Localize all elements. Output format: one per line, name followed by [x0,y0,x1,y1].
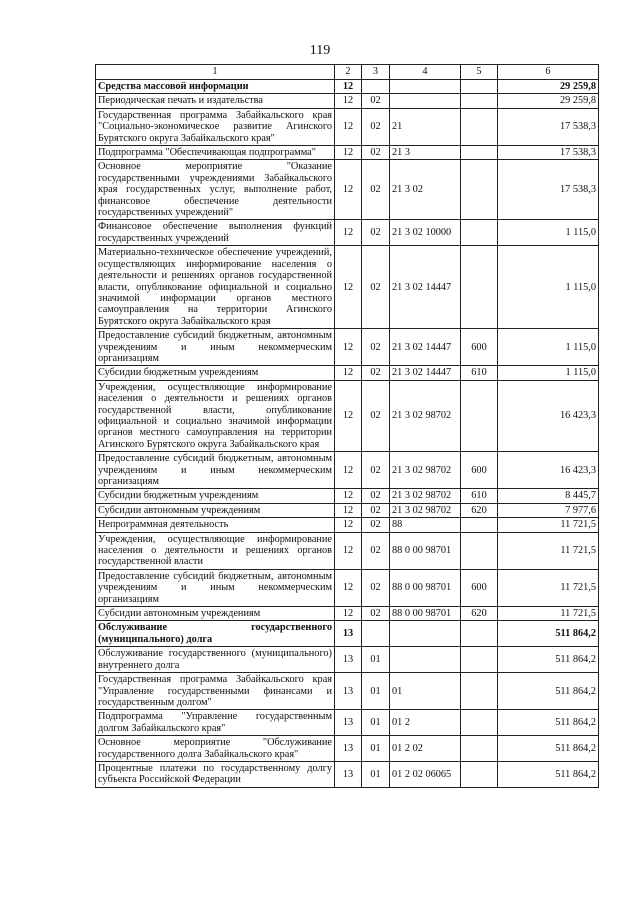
target-article-cell: 21 3 02 98702 [390,452,461,489]
subsection-code-cell [362,621,390,647]
amount-cell: 11 721,5 [498,518,599,532]
target-article-cell: 88 0 00 98701 [390,569,461,606]
amount-cell: 16 423,3 [498,452,599,489]
expense-type-cell [461,108,498,145]
row-name-cell: Основное мероприятие "Оказание государственными учреждениями Забайкальского края государственных услуг, выполнение работ, финансовое обеспечение деятельности государственных учреждений" [96,160,335,220]
amount-cell: 1 115,0 [498,329,599,366]
section-code-cell: 12 [335,569,362,606]
table-row [96,621,599,647]
table-row [96,503,599,517]
table-row [96,146,599,160]
table-row [96,160,599,220]
table-row [96,607,599,621]
amount-cell: 8 445,7 [498,489,599,503]
expense-type-cell: 600 [461,452,498,489]
amount-cell: 7 977,6 [498,503,599,517]
row-name-cell: Непрограммная деятельность [96,518,335,532]
section-code-cell: 12 [335,489,362,503]
table-row [96,366,599,380]
row-name-cell: Учреждения, осуществляющие информирование населения о деятельности и решениях органов государственной власти [96,532,335,569]
subsection-code-cell [362,80,390,94]
target-article-cell: 88 [390,518,461,532]
amount-cell: 17 538,3 [498,146,599,160]
amount-cell: 16 423,3 [498,380,599,451]
subsection-code-cell: 02 [362,329,390,366]
target-article-cell: 21 3 02 14447 [390,329,461,366]
section-code-cell: 12 [335,503,362,517]
row-name-cell: Предоставление субсидий бюджетным, автономным учреждениям и иным некоммерческим организациям [96,452,335,489]
expense-type-cell: 620 [461,607,498,621]
amount-cell: 1 115,0 [498,220,599,246]
target-article-cell: 01 2 02 [390,736,461,762]
target-article-cell: 21 3 02 10000 [390,220,461,246]
expense-type-cell [461,160,498,220]
section-code-cell: 12 [335,329,362,366]
amount-cell: 29 259,8 [498,94,599,108]
table-row [96,246,599,329]
subsection-code-cell: 02 [362,160,390,220]
row-name-cell: Государственная программа Забайкальского края "Социально-экономическое развитие Агинского Бурятского округа Забайкальского края" [96,108,335,145]
target-article-cell: 21 [390,108,461,145]
expense-type-cell [461,246,498,329]
amount-cell: 511 864,2 [498,621,599,647]
target-article-cell: 21 3 02 98702 [390,489,461,503]
amount-cell: 11 721,5 [498,607,599,621]
table-row [96,380,599,451]
target-article-cell: 21 3 02 14447 [390,246,461,329]
table-row [96,80,599,94]
column-header: 5 [461,65,498,80]
row-name-cell: Субсидии автономным учреждениям [96,503,335,517]
target-article-cell: 88 0 00 98701 [390,532,461,569]
column-header: 2 [335,65,362,80]
row-name-cell: Подпрограмма "Управление государственным долгом Забайкальского края" [96,710,335,736]
section-code-cell: 13 [335,647,362,673]
amount-cell: 1 115,0 [498,246,599,329]
subsection-code-cell: 01 [362,761,390,787]
amount-cell: 17 538,3 [498,108,599,145]
table-row [96,532,599,569]
expense-type-cell [461,94,498,108]
row-name-cell: Обслуживание государственного (муниципального) долга [96,621,335,647]
page-number: 119 [309,43,331,58]
subsection-code-cell: 02 [362,569,390,606]
subsection-code-cell: 02 [362,108,390,145]
expense-type-cell: 620 [461,503,498,517]
section-code-cell: 13 [335,736,362,762]
section-code-cell: 12 [335,380,362,451]
subsection-code-cell: 01 [362,647,390,673]
amount-cell: 1 115,0 [498,366,599,380]
expense-type-cell [461,380,498,451]
section-code-cell: 13 [335,710,362,736]
amount-cell: 511 864,2 [498,761,599,787]
row-name-cell: Предоставление субсидий бюджетным, автономным учреждениям и иным некоммерческим организациям [96,329,335,366]
expense-type-cell [461,647,498,673]
subsection-code-cell: 02 [362,246,390,329]
column-header: 6 [498,65,599,80]
table-row [96,518,599,532]
table-header-row [96,65,599,80]
amount-cell: 511 864,2 [498,736,599,762]
amount-cell: 511 864,2 [498,673,599,710]
table-row [96,329,599,366]
section-code-cell: 12 [335,160,362,220]
column-header: 4 [390,65,461,80]
table-row [96,761,599,787]
target-article-cell: 88 0 00 98701 [390,607,461,621]
table-row [96,489,599,503]
section-code-cell: 12 [335,518,362,532]
row-name-cell: Периодическая печать и издательства [96,94,335,108]
target-article-cell: 21 3 02 [390,160,461,220]
row-name-cell: Финансовое обеспечение выполнения функций государственных учреждений [96,220,335,246]
table-row [96,94,599,108]
amount-cell: 11 721,5 [498,569,599,606]
row-name-cell: Обслуживание государственного (муниципального) внутреннего долга [96,647,335,673]
expense-type-cell: 610 [461,489,498,503]
target-article-cell: 01 [390,673,461,710]
amount-cell: 511 864,2 [498,647,599,673]
expense-type-cell: 600 [461,569,498,606]
expense-type-cell: 610 [461,366,498,380]
subsection-code-cell: 02 [362,146,390,160]
row-name-cell: Процентные платежи по государственному долгу субъекта Российской Федерации [96,761,335,787]
section-code-cell: 12 [335,532,362,569]
subsection-code-cell: 02 [362,94,390,108]
row-name-cell: Субсидии бюджетным учреждениям [96,489,335,503]
target-article-cell: 01 2 [390,710,461,736]
section-code-cell: 12 [335,246,362,329]
row-name-cell: Средства массовой информации [96,80,335,94]
target-article-cell [390,80,461,94]
section-code-cell: 13 [335,761,362,787]
section-code-cell: 13 [335,673,362,710]
table-row [96,220,599,246]
target-article-cell: 21 3 [390,146,461,160]
row-name-cell: Учреждения, осуществляющие информирование населения о деятельности и решениях органов государственной власти, опубликование официальной и социально значимой информации органов местного самоуправления на территории Агинского Бурятского округа Забайкальского края [96,380,335,451]
amount-cell: 17 538,3 [498,160,599,220]
subsection-code-cell: 02 [362,366,390,380]
column-header: 1 [96,65,335,80]
target-article-cell: 21 3 02 98702 [390,503,461,517]
section-code-cell: 12 [335,94,362,108]
row-name-cell: Государственная программа Забайкальского края "Управление государственными финансами и государственным долгом" [96,673,335,710]
subsection-code-cell: 02 [362,532,390,569]
subsection-code-cell: 02 [362,518,390,532]
section-code-cell: 12 [335,607,362,621]
target-article-cell [390,647,461,673]
row-name-cell: Субсидии автономным учреждениям [96,607,335,621]
section-code-cell: 12 [335,452,362,489]
row-name-cell: Основное мероприятие "Обслуживание государственного долга Забайкальского края" [96,736,335,762]
target-article-cell [390,621,461,647]
section-code-cell: 12 [335,80,362,94]
subsection-code-cell: 01 [362,673,390,710]
expense-type-cell [461,220,498,246]
subsection-code-cell: 02 [362,380,390,451]
expense-type-cell [461,80,498,94]
amount-cell: 29 259,8 [498,80,599,94]
expense-type-cell [461,146,498,160]
target-article-cell: 21 3 02 98702 [390,380,461,451]
budget-table [95,64,599,788]
section-code-cell: 12 [335,220,362,246]
subsection-code-cell: 02 [362,503,390,517]
expense-type-cell [461,532,498,569]
table-row [96,569,599,606]
row-name-cell: Субсидии бюджетным учреждениям [96,366,335,380]
table-row [96,452,599,489]
section-code-cell: 12 [335,108,362,145]
expense-type-cell [461,518,498,532]
section-code-cell: 12 [335,366,362,380]
amount-cell: 11 721,5 [498,532,599,569]
column-header: 3 [362,65,390,80]
expense-type-cell: 600 [461,329,498,366]
expense-type-cell [461,736,498,762]
expense-type-cell [461,761,498,787]
row-name-cell: Материально-техническое обеспечение учреждений, осуществляющих информирование населения о деятельности и решениях органов государственной власти, опубликование официальной и социально значимой информации органов местного самоуправления на территории Агинского Бурятского округа Забайкальского края [96,246,335,329]
table-row [96,710,599,736]
subsection-code-cell: 02 [362,607,390,621]
table-row [96,647,599,673]
table-row [96,736,599,762]
target-article-cell: 21 3 02 14447 [390,366,461,380]
subsection-code-cell: 02 [362,489,390,503]
table-row [96,673,599,710]
target-article-cell: 01 2 02 06065 [390,761,461,787]
row-name-cell: Предоставление субсидий бюджетным, автономным учреждениям и иным некоммерческим организациям [96,569,335,606]
subsection-code-cell: 01 [362,710,390,736]
section-code-cell: 13 [335,621,362,647]
table-row [96,108,599,145]
amount-cell: 511 864,2 [498,710,599,736]
expense-type-cell [461,673,498,710]
subsection-code-cell: 01 [362,736,390,762]
expense-type-cell [461,710,498,736]
target-article-cell [390,94,461,108]
subsection-code-cell: 02 [362,220,390,246]
section-code-cell: 12 [335,146,362,160]
row-name-cell: Подпрограмма "Обеспечивающая подпрограмма" [96,146,335,160]
expense-type-cell [461,621,498,647]
subsection-code-cell: 02 [362,452,390,489]
